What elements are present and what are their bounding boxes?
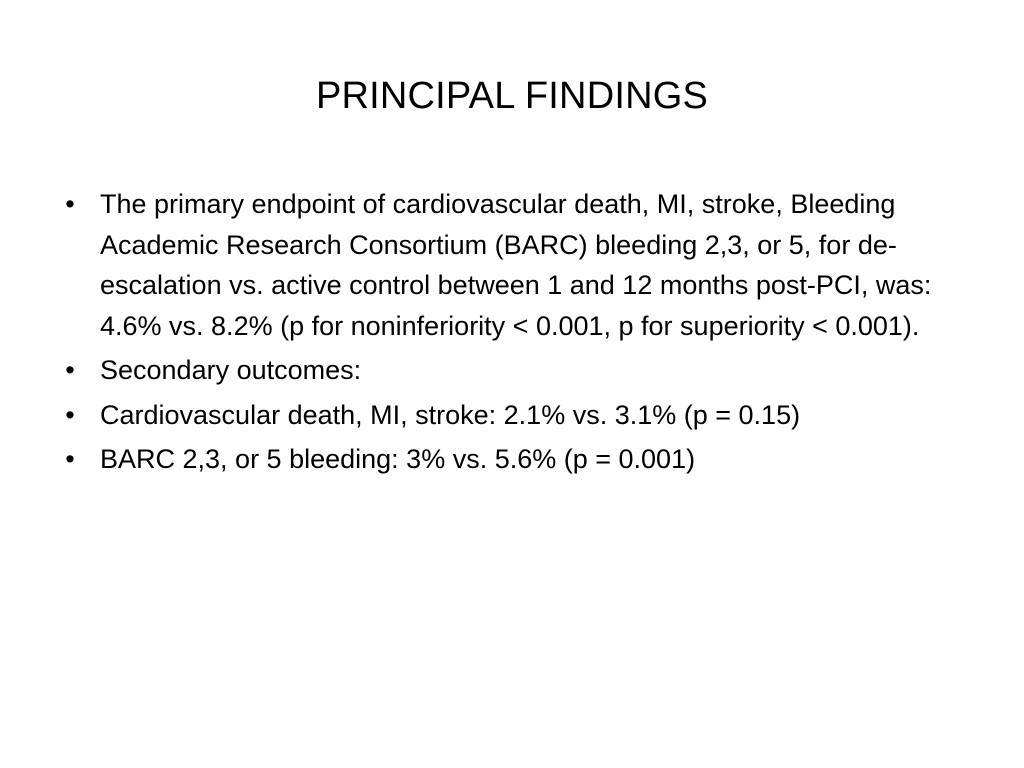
bullet-item-primary-endpoint xyxy=(60,184,960,346)
bullet-item-cardiovascular-outcome xyxy=(60,395,960,436)
bullet-text: The primary endpoint of cardiovascular death, MI, stroke, Bleeding Academic Research Consortium (BARC) bleeding 2,3, or 5, for de-escalation vs. active control between 1 and 12 months post-PCI, was: 4.6% vs. 8.2% (p for noninferiority < 0.001, p for superiority < 0.001). xyxy=(100,189,932,341)
bullet-marker-icon: • xyxy=(65,399,75,430)
bullet-item-bleeding-outcome xyxy=(60,439,960,480)
bullet-marker-icon: • xyxy=(65,189,75,219)
bullet-list xyxy=(60,184,960,484)
bullet-marker-icon: • xyxy=(65,355,75,385)
slide-title: PRINCIPAL FINDINGS xyxy=(315,75,709,117)
bullet-text: Cardiovascular death, MI, stroke: 2.1% vs. 3.1% (p = 0.15) xyxy=(100,399,801,430)
bullet-text: Secondary outcomes: xyxy=(100,355,362,385)
bullet-item-secondary-outcomes xyxy=(60,350,960,391)
bullet-marker-icon: • xyxy=(65,444,75,474)
bullet-text: BARC 2,3, or 5 bleeding: 3% vs. 5.6% (p = 0.001) xyxy=(100,444,696,474)
